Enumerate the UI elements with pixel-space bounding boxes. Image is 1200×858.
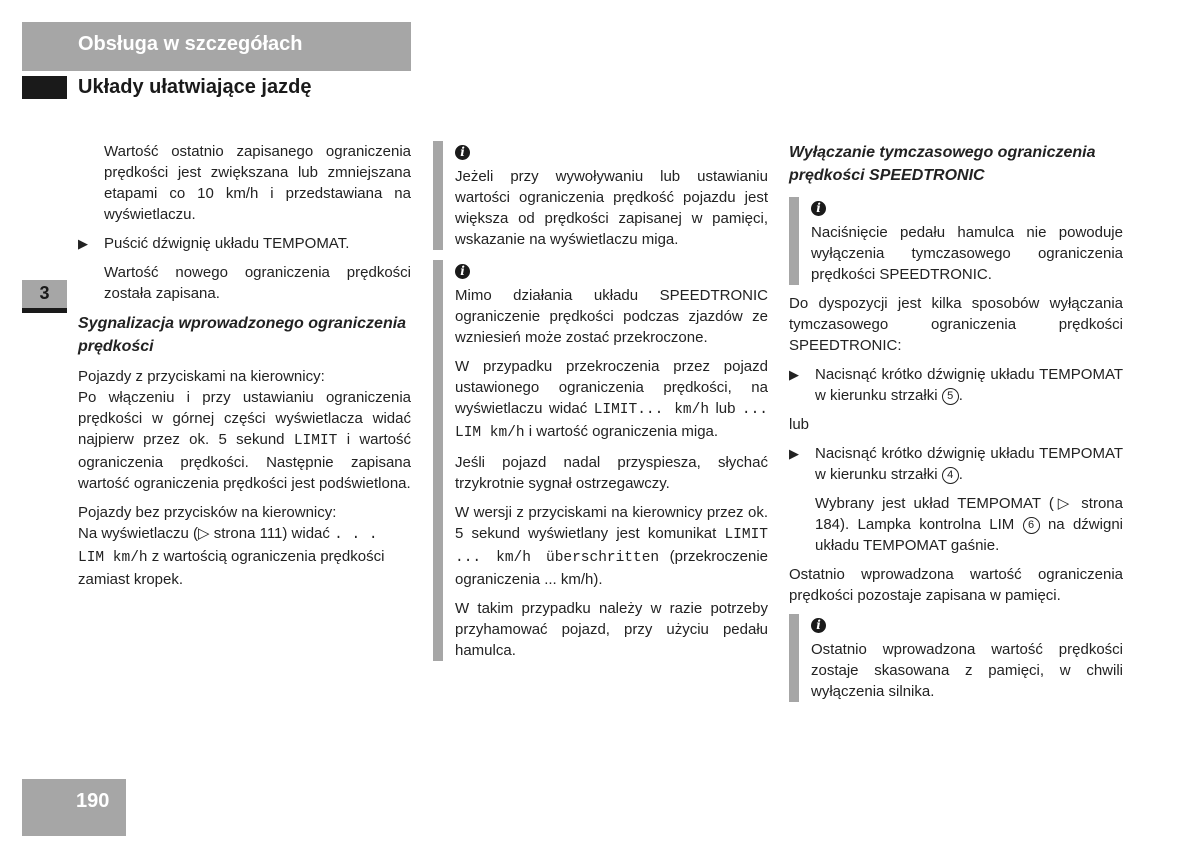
page-number: 190 <box>76 790 110 812</box>
note-bar <box>789 614 799 702</box>
reference-number: 6 <box>1023 517 1040 534</box>
info-note <box>789 614 1123 702</box>
paragraph: Pojazdy z przyciskami na kierownicy: Po włączeniu i przy ustawianiu ograniczenia prędkości w górnej części wyświetlacza widać najpierw przez ok. 5 sekund LIMIT i wartość ograniczenia prędkości. Następnie zapisana wartość ograniczenia prędkości jest podświetlona. <box>78 368 412 492</box>
section-title: Obsługa w szczegółach <box>78 33 303 55</box>
subsection-marker <box>22 76 67 99</box>
triangle-right-icon: ▶ <box>789 446 799 461</box>
instruction-step: ▶ Nacisnąć krótko dźwignię układu TEMPOMAT w kierunku strzałki 5 . <box>789 366 1123 404</box>
note-text: Jeżeli przy wywoływaniu lub ustawianiu wartości ograniczenia prędkość pojazdu jest większa od prędkości zapisanej w pamięci, wskazanie na wyświetlaczu miga. <box>455 168 768 248</box>
info-icon: i <box>811 618 826 633</box>
reference-number: 4 <box>942 467 959 484</box>
subsection-title: Układy ułatwiające jazdę <box>78 76 312 98</box>
paragraph: Ostatnio wprowadzona wartość ograniczenia prędkości pozostaje zapisana w pamięci. <box>789 566 1123 604</box>
note-text: W wersji z przyciskami na kierownicy przez ok. 5 sekund wyświetlany jest komunikat LIMIT ... km/h überschritten (przekroczenie ograniczenia ... km/h). <box>455 504 768 588</box>
note-text: W przypadku przekroczenia przez pojazd ustawionego ograniczenia prędkości, na wyświetlaczu widać LIMIT... km/h lub ... LIM km/h i wartość ograniczenia miga. <box>455 358 768 441</box>
note-text: Naciśnięcie pedału hamulca nie powoduje wyłączenia tymczasowego ograniczenia prędkości SPEEDTRONIC. <box>811 224 1123 283</box>
paragraph: Pojazdy bez przycisków na kierownicy: Na wyświetlaczu (▷ strona 111) widać . . . LIM km/h z wartością ograniczenia prędkości zamiast kropek. <box>78 504 385 588</box>
reference-number: 5 <box>942 388 959 405</box>
page-number-box <box>22 779 126 836</box>
paragraph: Wybrany jest układ TEMPOMAT (▷ strona 184). Lampka kontrolna LIM 6 na dźwigni układu TEMPOMAT gaśnie. <box>815 495 1123 554</box>
info-note <box>433 141 768 250</box>
note-bar <box>433 141 443 250</box>
info-icon: i <box>811 201 826 216</box>
note-text: Ostatnio wprowadzona wartość prędkości zostaje skasowana z pamięci, w chwili wyłączenia silnika. <box>811 641 1123 700</box>
paragraph: lub <box>789 416 810 433</box>
column-3 <box>789 141 1123 710</box>
section-header <box>22 22 411 71</box>
info-note <box>789 197 1123 285</box>
chapter-number: 3 <box>39 283 50 303</box>
paragraph: Wartość ostatnio zapisanego ograniczenia prędkości jest zwiększana lub zmniejszana etapami co 10 km/h i przedstawiana na wyświetlaczu. <box>104 143 411 223</box>
paragraph: Do dyspozycji jest kilka sposobów wyłączania tymczasowego ograniczenia prędkości SPEEDTRONIC: <box>789 295 1123 354</box>
note-text: Jeśli pojazd nadal przyspiesza, słychać trzykrotnie sygnał ostrzegawczy. <box>455 454 768 492</box>
note-text: Mimo działania układu SPEEDTRONIC ograniczenie prędkości podczas zjazdów ze wzniesień może zostać przekroczone. <box>455 287 768 346</box>
note-bar <box>789 197 799 285</box>
note-bar <box>433 260 443 661</box>
triangle-right-icon: ▶ <box>789 367 799 382</box>
info-icon: i <box>455 264 470 279</box>
subheading: Wyłączanie tymczasowego ograniczenia prędkości SPEEDTRONIC <box>789 144 1096 184</box>
info-note <box>433 260 768 661</box>
note-text: W takim przypadku należy w razie potrzeby przyhamować pojazd, przy użyciu pedału hamulca. <box>455 600 768 659</box>
chapter-tab <box>22 280 67 308</box>
subheading: Sygnalizacja wprowadzonego ograniczenia prędkości <box>78 315 407 355</box>
instruction-step: ▶ Puścić dźwignię układu TEMPOMAT. <box>78 235 350 252</box>
column-2 <box>433 141 768 669</box>
column-1 <box>78 141 411 598</box>
paragraph: Wartość nowego ograniczenia prędkości została zapisana. <box>104 264 411 302</box>
info-icon: i <box>455 145 470 160</box>
triangle-right-icon: ▶ <box>78 236 88 251</box>
instruction-step: ▶ Nacisnąć krótko dźwignię układu TEMPOMAT w kierunku strzałki 4 . <box>789 445 1123 483</box>
